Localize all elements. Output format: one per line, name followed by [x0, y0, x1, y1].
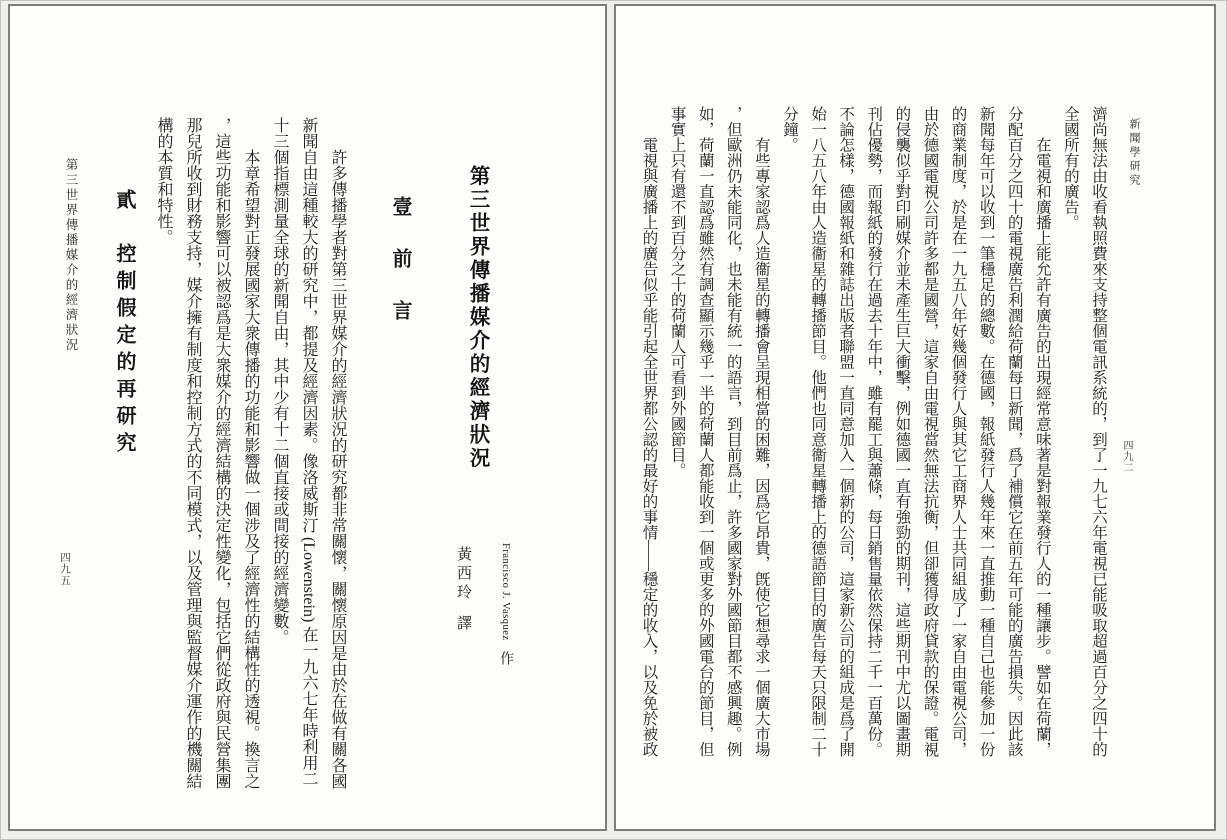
paragraph: 本章希望對正發展國家大衆傳播的功能和影響做一個涉及了經濟性的結構性的透視。換言之，這些功能和影響可以被認爲是大衆媒介的經濟結構的決定性變化，包括它們從政府與民營集團那兒所收到財務支持，媒介擁有制度和控制方式的不同模式，以及管理與監督媒介運作的機關結構的本質和特性。: [155, 117, 259, 789]
translator-name: 黃西玲: [455, 546, 471, 603]
paragraph: 在電視和廣播上能允許有廣告的出現經常意味著是對報業發行人的一種讓步。譬如在荷蘭，分配百分之四十的電視廣告利潤給荷蘭每日新聞，爲了補償它在前五年可能的廣告損失。因此該新聞每年可以收到一筆穩足的總數。在德國，報紙發行人幾年來一直推動一種自己也能參加一份的商業制度，於是在一九五八年好幾個發行人與其它工商界人士共同組成了一家自由電視公司，由於德國電視公司許多都是國營，這家自由電視當然無法抗衡，但卻獲得政府貸款的保證。電視的侵襲似乎對印刷媒介並未產生巨大衝擊，例如德國一直有強勁的期刊，這些期刊中尤以圖畫期刊佔優勢，而報紙的發行在過去十年中，雖有罷工與蕭條，每日銷售量依然保持二千一百萬份。不論怎樣，德國報紙和雜誌出版者聯盟一直同意加入一個新的公司，這家新公司的組成是爲了開始一八五八年由人造衞星的轉播節目。他們也同意衞星轉播上的德語節目的廣告每天只限制二十分鐘。: [780, 106, 1051, 757]
left-running-title: 第三世界傳播媒介的經濟狀況: [64, 158, 78, 353]
author-byline: [497, 543, 513, 665]
right-running-title: 新聞學研究: [1128, 118, 1140, 188]
left-page-number: 四九五: [59, 552, 70, 587]
author-name: Francisco J. Vasquez: [500, 543, 511, 641]
author-role: 作: [498, 650, 513, 665]
translator-role: 譯: [455, 615, 471, 634]
right-page-number: 四九二: [1121, 440, 1132, 473]
chapter-title: 第三世界傳播媒介的經濟狀況: [466, 165, 488, 471]
paragraph: 許多傳播學者對第三世界媒介的經濟狀況的研究都非常關懷，關懷原因是由於在做有關各國新聞自由這種較大的研究中，都提及經濟因素。像洛威斯汀 (Lowenstein) 在一九六七年時利用二十三個指標測量全球的新聞自由，其中少有十二個直接或間接的經濟變數。: [271, 117, 346, 789]
right-page: [614, 4, 1216, 831]
translator-byline: [454, 546, 471, 634]
paragraph: 有些專家認爲人造衞星的轉播會呈現相當的困難，因爲它昂貴，旣使它想尋求一個廣大市場，但歐洲仍未能同化，也未能有統一的語言，到目前爲止，許多國家對外國節目都不感興趣。例如，荷蘭一直認爲雖然有調查顯示幾乎一半的荷蘭人都能收到一個或更多的外國電台的節目，但事實上只有還不到百分之十的荷蘭人可看到外國節目。: [668, 106, 770, 757]
paragraph: 電視與廣播上的廣告似乎能引起全世界都公認的最好的事情——穩定的收入，以及免於被政: [640, 137, 658, 757]
left-page: [8, 4, 607, 831]
paragraph: 濟尚無法由收看執照費來支持整個電訊系統的，到了一九七六年電視已能吸取超過百分之四十的全國所有的廣告。: [1061, 106, 1107, 757]
section-heading-control-assumptions: 貳 控制假定的再研究: [113, 189, 135, 459]
section-heading-preface: 壹 前 言: [389, 196, 411, 326]
right-body-text: [622, 106, 1112, 759]
left-body-text: [90, 117, 352, 793]
